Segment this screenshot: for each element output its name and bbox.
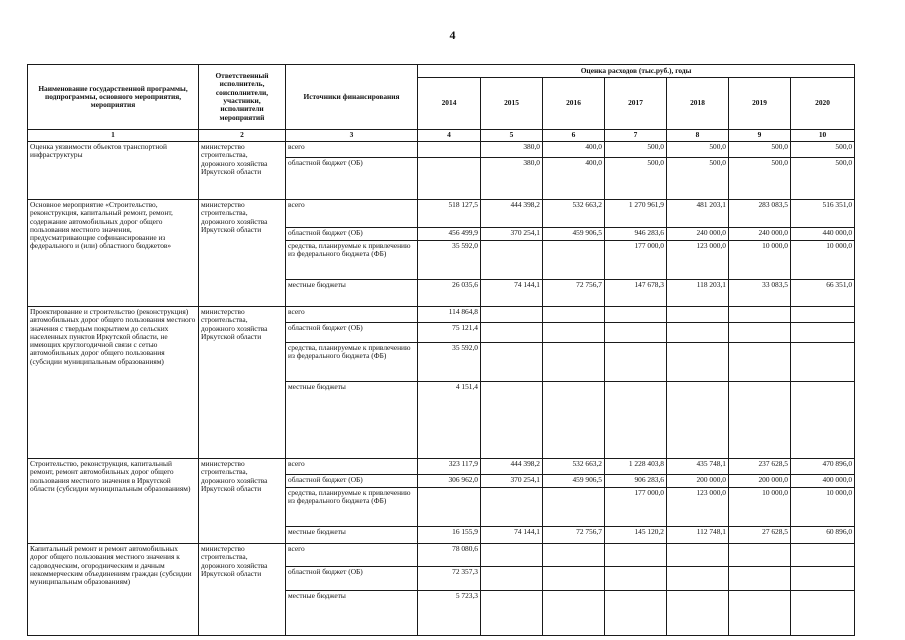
column-index: 4 <box>418 130 481 142</box>
funding-source: областной бюджет (ОБ) <box>286 158 418 200</box>
amount-cell: 459 906,5 <box>543 475 605 488</box>
amount-cell <box>729 343 791 382</box>
amount-cell: 72 756,7 <box>543 280 605 307</box>
amount-cell: 240 000,0 <box>667 228 729 241</box>
amount-cell: 5 723,3 <box>418 591 481 636</box>
amount-cell: 72 357,3 <box>418 567 481 591</box>
amount-cell: 240 000,0 <box>729 228 791 241</box>
column-index: 5 <box>481 130 543 142</box>
amount-cell: 456 499,9 <box>418 228 481 241</box>
amount-cell: 60 896,0 <box>791 527 855 544</box>
amount-cell <box>667 544 729 567</box>
page-number: 4 <box>449 28 456 42</box>
amount-cell <box>543 241 605 280</box>
amount-cell: 481 203,1 <box>667 200 729 228</box>
amount-cell: 4 151,4 <box>418 382 481 459</box>
amount-cell: 1 228 403,8 <box>605 459 667 475</box>
header-executor: Ответственный исполнитель, соисполнители, участники, исполнители мероприятий <box>199 65 286 130</box>
amount-cell: 26 035,6 <box>418 280 481 307</box>
amount-cell <box>481 307 543 323</box>
executor: министерство строительства, дорожного хозяйства Иркутской области <box>199 200 286 307</box>
amount-cell: 114 864,8 <box>418 307 481 323</box>
amount-cell: 400,0 <box>543 158 605 200</box>
amount-cell <box>791 544 855 567</box>
amount-cell <box>791 323 855 343</box>
header-year: 2018 <box>667 78 729 130</box>
amount-cell <box>543 307 605 323</box>
amount-cell: 946 283,6 <box>605 228 667 241</box>
activity-name: Проектирование и строительство (реконструкция) автомобильных дорог общего пользования местного значения с твердым покрытием до сельских населенных пунктов Иркутской области, не имеющих круглогодичной связи с сетью автомобильных дорог общего пользования (субсидии муниципальным образованиям) <box>28 307 199 459</box>
amount-cell: 500,0 <box>729 142 791 158</box>
amount-cell <box>791 343 855 382</box>
expenditure-table <box>27 64 855 636</box>
funding-source: областной бюджет (ОБ) <box>286 323 418 343</box>
amount-cell: 500,0 <box>791 142 855 158</box>
amount-cell <box>543 567 605 591</box>
column-index: 3 <box>286 130 418 142</box>
amount-cell <box>543 343 605 382</box>
amount-cell <box>481 323 543 343</box>
amount-cell <box>667 307 729 323</box>
funding-source: всего <box>286 307 418 323</box>
column-index: 6 <box>543 130 605 142</box>
amount-cell <box>667 343 729 382</box>
amount-cell: 500,0 <box>605 142 667 158</box>
amount-cell <box>605 382 667 459</box>
amount-cell: 72 756,7 <box>543 527 605 544</box>
header-year: 2017 <box>605 78 667 130</box>
amount-cell <box>729 307 791 323</box>
amount-cell: 444 398,2 <box>481 459 543 475</box>
amount-cell: 500,0 <box>667 158 729 200</box>
amount-cell: 27 628,5 <box>729 527 791 544</box>
amount-cell: 500,0 <box>667 142 729 158</box>
amount-cell <box>605 307 667 323</box>
amount-cell <box>667 591 729 636</box>
header-year: 2014 <box>418 78 481 130</box>
amount-cell: 532 663,2 <box>543 200 605 228</box>
amount-cell: 33 083,5 <box>729 280 791 307</box>
amount-cell: 16 155,9 <box>418 527 481 544</box>
executor: министерство строительства, дорожного хозяйства Иркутской области <box>199 142 286 200</box>
amount-cell: 500,0 <box>791 158 855 200</box>
header-row-top <box>28 65 855 78</box>
table-body <box>28 142 855 636</box>
amount-cell: 459 906,5 <box>543 228 605 241</box>
funding-source: всего <box>286 544 418 567</box>
amount-cell: 516 351,0 <box>791 200 855 228</box>
amount-cell: 177 000,0 <box>605 488 667 527</box>
amount-cell: 283 083,5 <box>729 200 791 228</box>
amount-cell: 74 144,1 <box>481 527 543 544</box>
amount-cell: 370 254,1 <box>481 228 543 241</box>
amount-cell: 200 000,0 <box>667 475 729 488</box>
amount-cell <box>729 567 791 591</box>
funding-source: областной бюджет (ОБ) <box>286 567 418 591</box>
amount-cell: 123 000,0 <box>667 241 729 280</box>
amount-cell <box>667 323 729 343</box>
table-row <box>28 142 855 158</box>
amount-cell <box>605 591 667 636</box>
amount-cell: 500,0 <box>605 158 667 200</box>
amount-cell <box>605 343 667 382</box>
header-estimate: Оценка расходов (тыс.руб.), годы <box>418 65 855 78</box>
column-index: 8 <box>667 130 729 142</box>
amount-cell <box>543 323 605 343</box>
amount-cell: 74 144,1 <box>481 280 543 307</box>
amount-cell: 906 283,6 <box>605 475 667 488</box>
funding-source: местные бюджеты <box>286 527 418 544</box>
amount-cell: 112 748,1 <box>667 527 729 544</box>
header-year: 2015 <box>481 78 543 130</box>
table-row <box>28 307 855 323</box>
amount-cell: 200 000,0 <box>729 475 791 488</box>
amount-cell <box>791 567 855 591</box>
amount-cell <box>418 488 481 527</box>
amount-cell: 177 000,0 <box>605 241 667 280</box>
amount-cell <box>543 488 605 527</box>
amount-cell: 147 678,3 <box>605 280 667 307</box>
activity-name: Капитальный ремонт и ремонт автомобильных дорог общего пользования местного значения к садоводческим, огородническим и дачным некоммерческим объединениям граждан (субсидии муниципальным образованиям) <box>28 544 199 636</box>
amount-cell: 435 748,1 <box>667 459 729 475</box>
amount-cell <box>791 591 855 636</box>
amount-cell <box>667 382 729 459</box>
funding-source: местные бюджеты <box>286 280 418 307</box>
column-index: 10 <box>791 130 855 142</box>
amount-cell <box>543 591 605 636</box>
funding-source: всего <box>286 459 418 475</box>
amount-cell <box>481 544 543 567</box>
amount-cell <box>791 382 855 459</box>
header-year: 2020 <box>791 78 855 130</box>
funding-source: областной бюджет (ОБ) <box>286 475 418 488</box>
amount-cell: 518 127,5 <box>418 200 481 228</box>
amount-cell: 400,0 <box>543 142 605 158</box>
amount-cell: 123 000,0 <box>667 488 729 527</box>
amount-cell: 10 000,0 <box>791 488 855 527</box>
amount-cell: 500,0 <box>729 158 791 200</box>
amount-cell <box>791 307 855 323</box>
amount-cell <box>605 544 667 567</box>
amount-cell <box>481 591 543 636</box>
amount-cell: 66 351,0 <box>791 280 855 307</box>
amount-cell: 145 120,2 <box>605 527 667 544</box>
funding-source: областной бюджет (ОБ) <box>286 228 418 241</box>
executor: министерство строительства, дорожного хозяйства Иркутской области <box>199 459 286 544</box>
amount-cell <box>667 567 729 591</box>
amount-cell: 323 117,9 <box>418 459 481 475</box>
funding-source: средства, планируемые к привлечению из федерального бюджета (ФБ) <box>286 343 418 382</box>
amount-cell: 35 592,0 <box>418 241 481 280</box>
activity-name: Строительство, реконструкция, капитальный ремонт, ремонт автомобильных дорог общего пользования местного значения в Иркутской области (субсидии муниципальным образованиям) <box>28 459 199 544</box>
funding-source: средства, планируемые к привлечению из федерального бюджета (ФБ) <box>286 488 418 527</box>
amount-cell: 10 000,0 <box>729 241 791 280</box>
amount-cell <box>729 591 791 636</box>
column-index: 9 <box>729 130 791 142</box>
activity-name: Основное мероприятие «Строительство, реконструкция, капитальный ремонт, ремонт, содержание автомобильных дорог общего пользования местного значения, предусматривающие софинансирование из федерального и (или) областного бюджетов» <box>28 200 199 307</box>
amount-cell: 400 000,0 <box>791 475 855 488</box>
amount-cell <box>543 382 605 459</box>
header-year: 2019 <box>729 78 791 130</box>
column-index: 2 <box>199 130 286 142</box>
table-row <box>28 200 855 228</box>
funding-source: всего <box>286 142 418 158</box>
amount-cell <box>481 567 543 591</box>
amount-cell <box>481 241 543 280</box>
amount-cell <box>481 488 543 527</box>
table-row <box>28 459 855 475</box>
amount-cell <box>605 323 667 343</box>
amount-cell: 78 080,6 <box>418 544 481 567</box>
amount-cell: 440 000,0 <box>791 228 855 241</box>
activity-name: Оценка уязвимости объектов транспортной инфраструктуры <box>28 142 199 200</box>
funding-source: местные бюджеты <box>286 591 418 636</box>
funding-source: всего <box>286 200 418 228</box>
amount-cell: 75 121,4 <box>418 323 481 343</box>
amount-cell: 237 628,5 <box>729 459 791 475</box>
executor: министерство строительства, дорожного хозяйства Иркутской области <box>199 544 286 636</box>
amount-cell: 380,0 <box>481 142 543 158</box>
amount-cell: 444 398,2 <box>481 200 543 228</box>
column-index: 7 <box>605 130 667 142</box>
amount-cell: 470 896,0 <box>791 459 855 475</box>
amount-cell: 532 663,2 <box>543 459 605 475</box>
amount-cell <box>481 382 543 459</box>
column-index-row <box>28 130 855 142</box>
executor: министерство строительства, дорожного хозяйства Иркутской области <box>199 307 286 459</box>
amount-cell: 380,0 <box>481 158 543 200</box>
amount-cell <box>605 567 667 591</box>
funding-source: местные бюджеты <box>286 382 418 459</box>
amount-cell: 1 270 961,9 <box>605 200 667 228</box>
amount-cell: 118 203,1 <box>667 280 729 307</box>
header-name: Наименование государственной программы, подпрограммы, основного мероприятия, мероприятия <box>28 65 199 130</box>
amount-cell <box>418 158 481 200</box>
amount-cell: 370 254,1 <box>481 475 543 488</box>
amount-cell: 10 000,0 <box>729 488 791 527</box>
amount-cell <box>418 142 481 158</box>
amount-cell <box>543 544 605 567</box>
funding-source: средства, планируемые к привлечению из федерального бюджета (ФБ) <box>286 241 418 280</box>
amount-cell: 35 592,0 <box>418 343 481 382</box>
amount-cell: 10 000,0 <box>791 241 855 280</box>
amount-cell <box>481 343 543 382</box>
header-sources: Источники финансирования <box>286 65 418 130</box>
table-row <box>28 544 855 567</box>
column-index: 1 <box>28 130 199 142</box>
amount-cell: 306 962,0 <box>418 475 481 488</box>
amount-cell <box>729 323 791 343</box>
amount-cell <box>729 382 791 459</box>
amount-cell <box>729 544 791 567</box>
header-year: 2016 <box>543 78 605 130</box>
